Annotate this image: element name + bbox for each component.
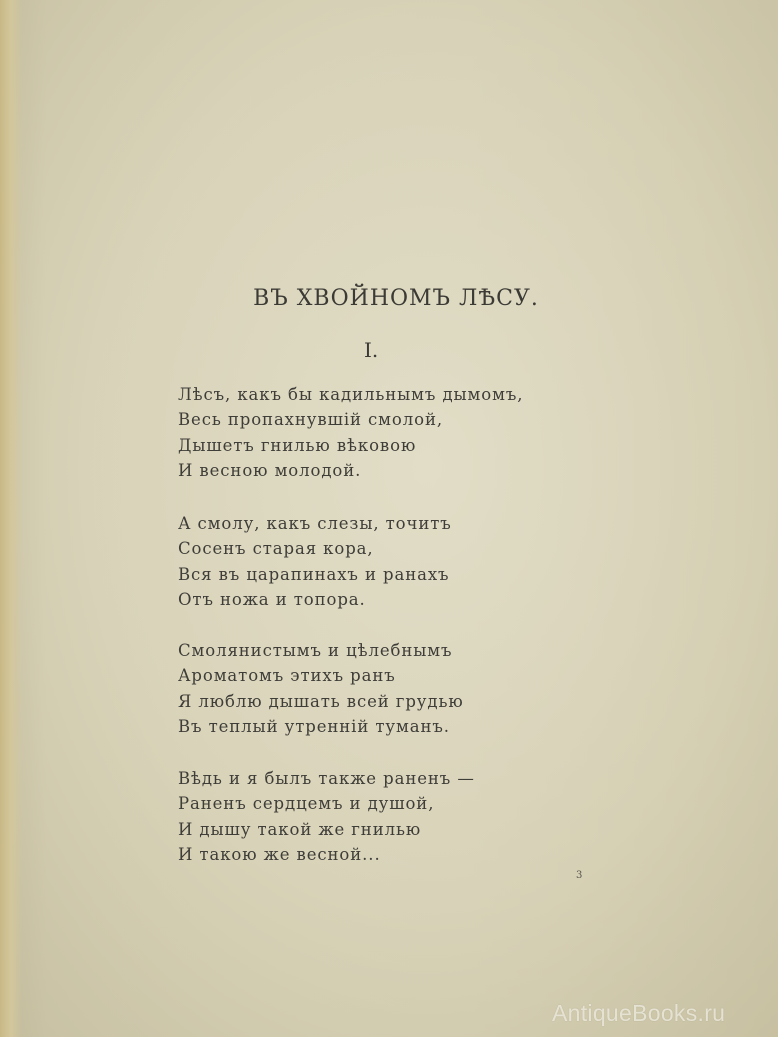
poem-line: Ароматомъ этихъ ранъ	[178, 666, 396, 686]
poem-title: ВЪ ХВОЙНОМЪ ЛѢСУ.	[253, 286, 539, 311]
poem-line: И весною молодой.	[178, 460, 362, 480]
watermark-text: AntiqueBooks.ru	[552, 1000, 726, 1026]
poem-line: Я люблю дышать всей грудью	[178, 691, 464, 711]
poem-line: Вѣдь и я былъ также раненъ —	[178, 769, 475, 788]
poem-line: Лѣсъ, какъ бы кадильнымъ дымомъ,	[178, 385, 524, 404]
stanza-1	[178, 382, 523, 483]
poem-line: Раненъ сердцемъ и душой,	[178, 794, 435, 814]
page-number: 3	[576, 870, 583, 881]
stanza-2	[178, 511, 452, 612]
stanza-3	[178, 638, 464, 739]
poem-line: А смолу, какъ слезы, точитъ	[178, 514, 452, 533]
section-numeral: I.	[364, 338, 379, 362]
poem-line: Въ теплый утренній туманъ.	[178, 716, 450, 736]
poem-line: Отъ ножа и топора.	[178, 589, 366, 609]
poem-line: Вся въ царапинахъ и ранахъ	[178, 564, 450, 584]
poem-line: Дышетъ гнилью вѣковою	[178, 435, 417, 455]
stanza-4	[178, 766, 475, 867]
poem-line: Смолянистымъ и цѣлебнымъ	[178, 641, 453, 660]
page-gutter	[0, 0, 22, 1037]
poem-line: Весь пропахнувшій смолой,	[178, 410, 444, 430]
poem-line: Сосенъ старая кора,	[178, 539, 374, 559]
poem-line: И такою же весной...	[178, 844, 381, 864]
poem-line: И дышу такой же гнилью	[178, 819, 422, 839]
